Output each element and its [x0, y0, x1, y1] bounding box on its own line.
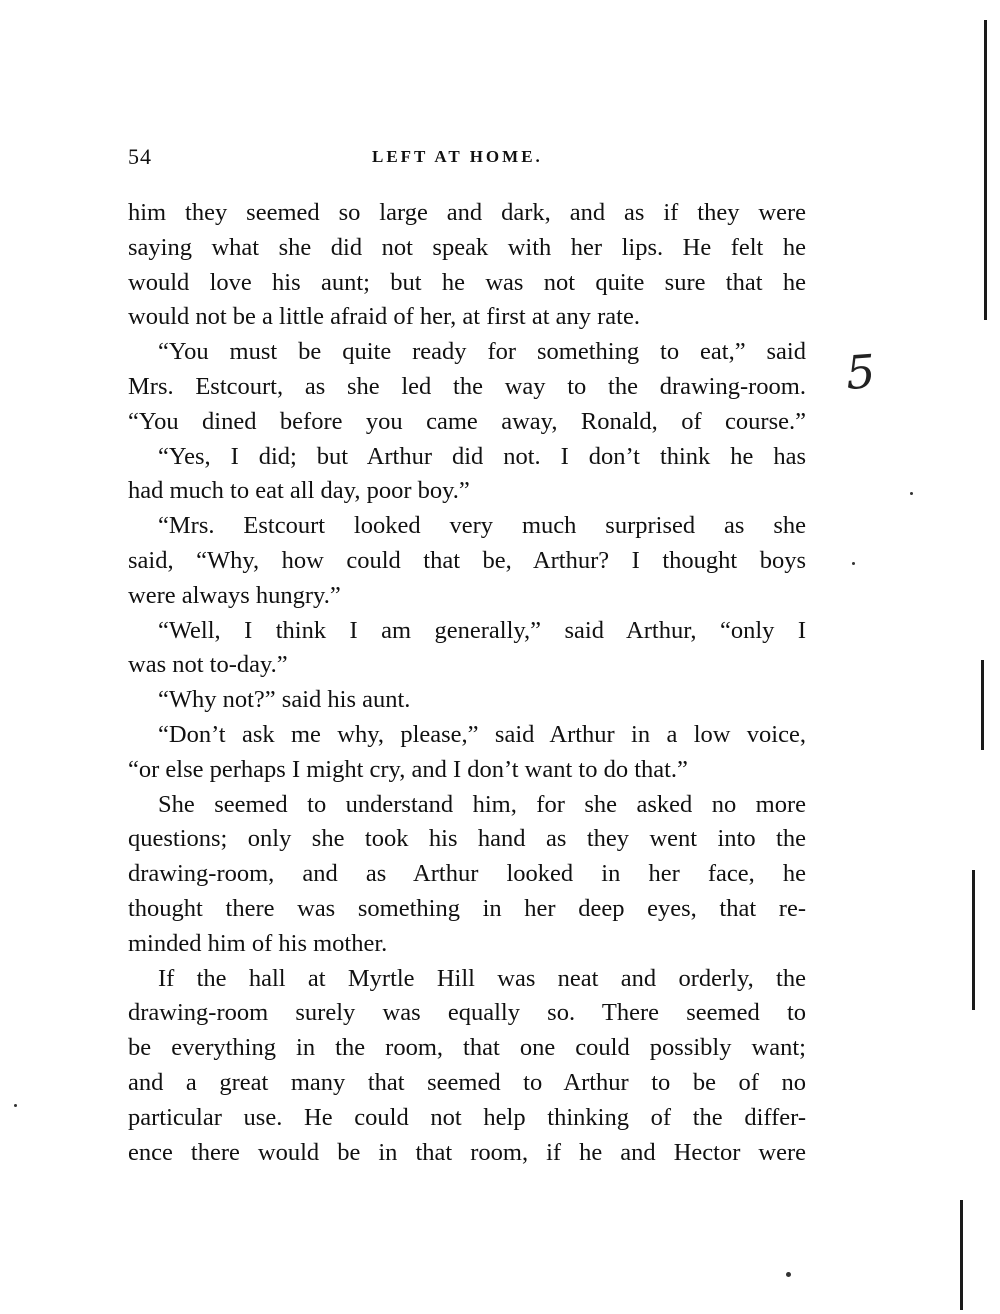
text-line: him they seemed so large and dark, and as if they were: [128, 199, 806, 226]
scan-edge-line: [972, 870, 975, 1010]
text-line: “Yes, I did; but Arthur did not. I don’t think he has: [158, 442, 806, 470]
scan-edge-line: [981, 660, 984, 750]
text-line: would not be a little afraid of her, at first at any rate.: [128, 303, 640, 331]
text-line: and a great many that seemed to Arthur to be of no: [128, 1068, 806, 1096]
text-line: “or else perhaps I might cry, and I don’t want to do that.”: [128, 755, 688, 783]
text-line: She seemed to understand him, for she asked no more: [158, 790, 806, 818]
text-line: Mrs. Estcourt, as she led the way to the drawing-room.: [128, 372, 806, 400]
scan-speck: [910, 492, 913, 495]
text-line: “Don’t ask me why, please,” said Arthur in a low voice,: [158, 720, 806, 748]
body-text: [128, 196, 806, 1170]
text-line: questions; only she took his hand as they went into the: [128, 825, 806, 853]
running-title: LEFT AT HOME.: [372, 147, 543, 166]
text-line: “You must be quite ready for something to eat,” said: [158, 338, 806, 366]
text-line: thought there was something in her deep eyes, that re-: [128, 894, 806, 922]
text-line: drawing-room, and as Arthur looked in her face, he: [128, 860, 806, 888]
text-line: minded him of his mother.: [128, 929, 388, 957]
scan-speck: [852, 562, 855, 565]
scan-edge-line: [984, 20, 987, 320]
text-line: be everything in the room, that one could possibly want;: [128, 1034, 806, 1062]
text-line: “You dined before you came away, Ronald, of course.”: [128, 407, 806, 435]
text-line: were always hungry.”: [128, 581, 341, 609]
text-line: “Well, I think I am generally,” said Arthur, “only I: [158, 616, 806, 644]
text-line: If the hall at Myrtle Hill was neat and orderly, the: [158, 964, 806, 992]
page-number: 54: [128, 144, 152, 169]
text-line: “Mrs. Estcourt looked very much surprised as she: [158, 512, 806, 540]
text-line: “Why not?” said his aunt.: [158, 686, 411, 714]
text-line: drawing-room surely was equally so. There seemed to: [128, 999, 806, 1027]
text-line: particular use. He could not help thinking of the differ-: [128, 1103, 806, 1131]
scan-edge-line: [960, 1200, 963, 1310]
text-line: ence there would be in that room, if he and Hector were: [128, 1138, 806, 1166]
text-line: said, “Why, how could that be, Arthur? I thought boys: [128, 546, 806, 574]
scan-speck: [786, 1272, 791, 1277]
text-line: had much to eat all day, poor boy.”: [128, 477, 470, 505]
text-line: would love his aunt; but he was not quite sure that he: [128, 268, 806, 296]
running-header: [128, 144, 808, 174]
text-line: was not to-day.”: [128, 651, 288, 679]
scan-speck: [14, 1104, 17, 1107]
handwritten-margin-note: 5: [844, 344, 878, 400]
text-line: saying what she did not speak with her lips. He felt he: [128, 233, 806, 261]
